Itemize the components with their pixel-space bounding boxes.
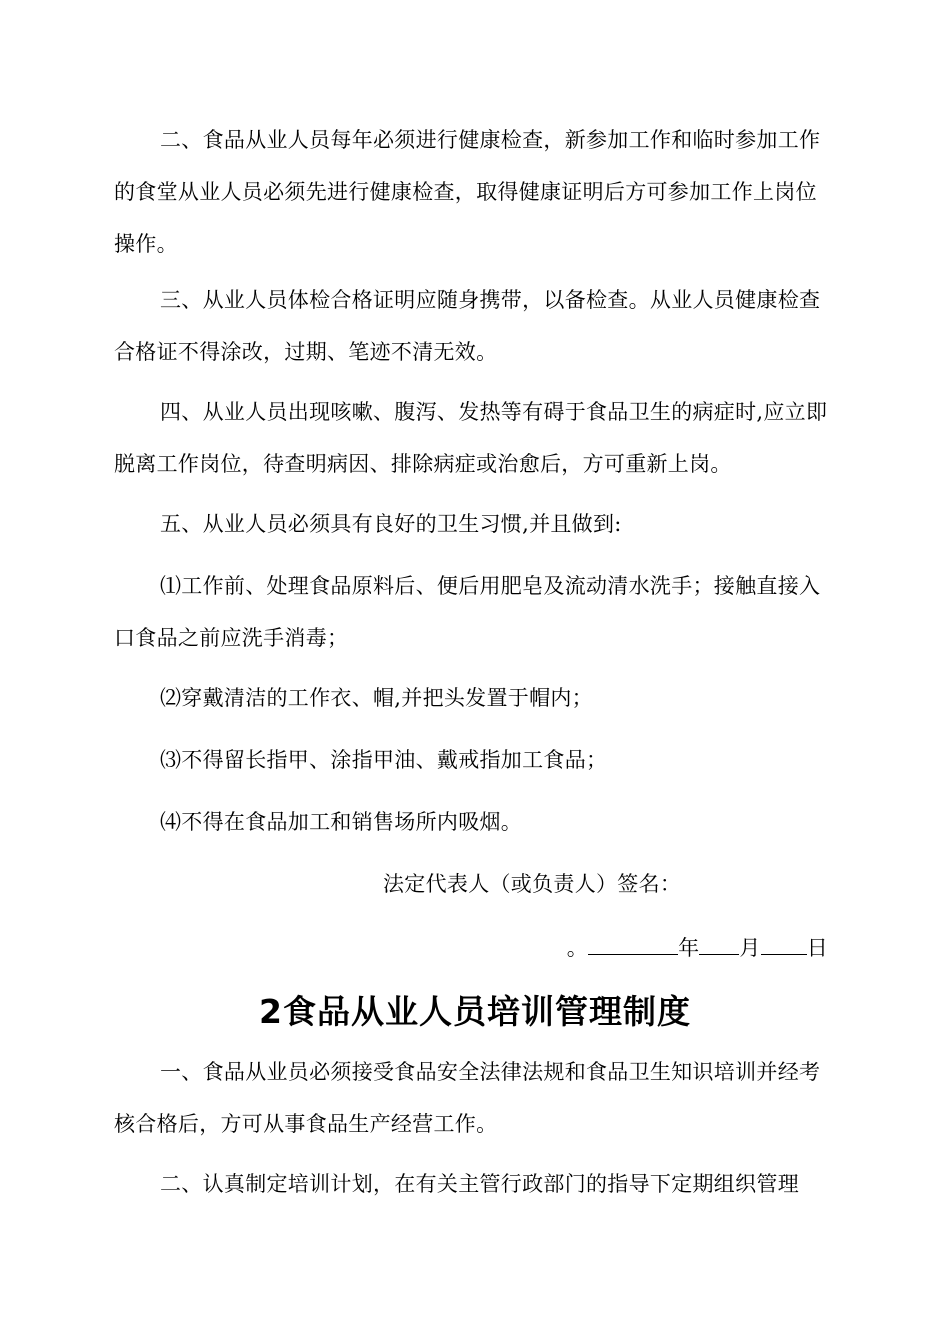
paragraph-training-plan: 二、认真制定培训计划，在有关主管行政部门的指导下定期组织管理 — [160, 1172, 799, 1196]
paragraph-hygiene-habits: 五、从业人员必须具有良好的卫生习惯,并且做到: — [160, 512, 622, 536]
paragraph-illness: 四、从业人员出现咳嗽、腹泻、发热等有碍于食品卫生的病症时,应立即脱离工作岗位，待查明病因、排除病症或治愈后，方可重新上岗。 — [114, 400, 828, 476]
month-blank — [699, 936, 739, 955]
day-blank — [761, 936, 807, 955]
list-item-nails: ⑶不得留长指甲、涂指甲油、戴戒指加工食品； — [160, 748, 608, 772]
date-line — [567, 922, 828, 974]
date-year-label: 年 — [678, 936, 700, 960]
section-title: 2食品从业人员培训管理制度 — [259, 992, 691, 1031]
date-prefix: 。 — [566, 936, 589, 960]
list-item-hand-washing: ⑴工作前、处理食品原料后、便后用肥皂及流动清水洗手；接触直接入口食品之前应洗手消毒； — [114, 574, 821, 650]
paragraph-training-required: 一、食品从业员必须接受食品安全法律法规和食品卫生知识培训并经考核合格后，方可从事食品生产经营工作。 — [114, 1060, 821, 1136]
paragraph-certificate: 三、从业人员体检合格证明应随身携带，以备检查。从业人员健康检查合格证不得涂改，过期、笔迹不清无效。 — [114, 288, 821, 364]
list-item-clothing: ⑵穿戴清洁的工作衣、帽,并把头发置于帽内； — [160, 686, 593, 710]
date-day-label: 日 — [806, 936, 828, 960]
year-blank — [588, 936, 678, 955]
signature-label: 法定代表人（或负责人）签名： — [383, 872, 682, 896]
paragraph-health-check: 二、食品从业人员每年必须进行健康检查，新参加工作和临时参加工作的食堂从业人员必须先进行健康检查，取得健康证明后方可参加工作上岗位操作。 — [114, 128, 821, 256]
date-month-label: 月 — [739, 936, 761, 960]
list-item-no-smoking: ⑷不得在食品加工和销售场所内吸烟。 — [160, 810, 523, 834]
